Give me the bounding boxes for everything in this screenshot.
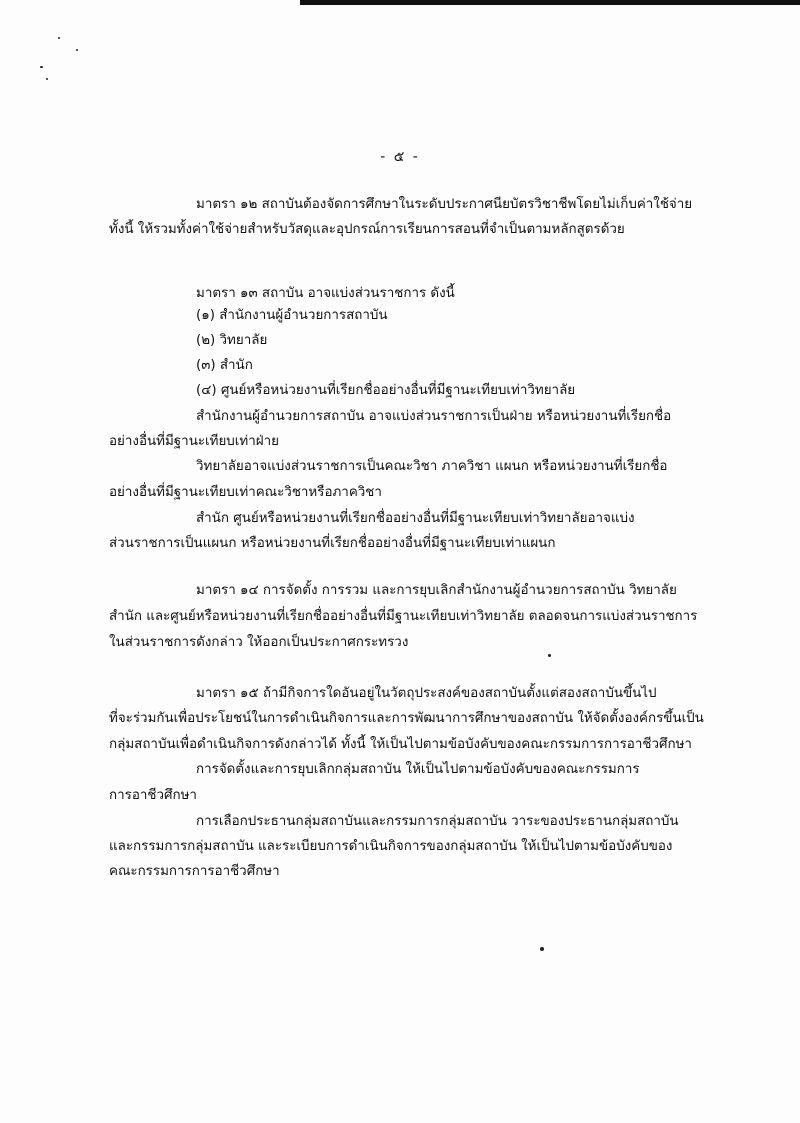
section-15-line-1: มาตรา ๑๕ ถ้ามีกิจการใดอันอยู่ในวัตถุประสงค์ของสถาบันตั้งแต่สองสถาบันขึ้นไป xyxy=(196,686,657,701)
top-border-rule xyxy=(300,0,800,5)
scan-speck xyxy=(40,66,43,68)
section-15-para-3-line-1: การเลือกประธานกลุ่มสถาบันและกรรมการกลุ่มสถาบัน วาระของประธานกลุ่มสถาบัน xyxy=(196,814,679,829)
section-15-line-2: ที่จะร่วมกันเพื่อประโยชน์ในการดำเนินกิจการและการพัฒนาการศึกษาของสถาบัน ให้จัดตั้งองค์กรขึ้นเป็น xyxy=(109,711,704,726)
section-15-para-2-line-2: การอาชีวศึกษา xyxy=(109,788,197,803)
section-15-line-3: กลุ่มสถาบันเพื่อดำเนินกิจการดังกล่าวได้ ทั้งนี้ ให้เป็นไปตามข้อบังคับของคณะกรรมการการอาชีวศึกษา xyxy=(109,737,692,752)
section-14-line-3: ในส่วนราชการดังกล่าว ให้ออกเป็นประกาศกระทรวง xyxy=(109,635,409,650)
section-13-item-1: (๑) สำนักงานผู้อำนวยการสถาบัน xyxy=(196,308,388,323)
scan-speck xyxy=(58,37,60,39)
section-13-para-3-line-1: สำนัก ศูนย์หรือหน่วยงานที่เรียกชื่ออย่างอื่นที่มีฐานะเทียบเท่าวิทยาลัยอาจแบ่ง xyxy=(196,511,635,526)
scan-speck xyxy=(46,78,48,80)
section-15-para-3-line-3: คณะกรรมการการอาชีวศึกษา xyxy=(109,864,280,879)
section-13-para-2-line-2: อย่างอื่นที่มีฐานะเทียบเท่าคณะวิชาหรือภาควิชา xyxy=(109,485,382,500)
section-13-para-2-line-1: วิทยาลัยอาจแบ่งส่วนราชการเป็นคณะวิชา ภาควิชา แผนก หรือหน่วยงานที่เรียกชื่อ xyxy=(196,459,668,474)
section-14-line-1: มาตรา ๑๔ การจัดตั้ง การรวม และการยุบเลิกสำนักงานผู้อำนวยการสถาบัน วิทยาลัย xyxy=(196,583,677,598)
scan-speck xyxy=(548,654,551,657)
section-15-para-2-line-1: การจัดตั้งและการยุบเลิกกลุ่มสถาบัน ให้เป็นไปตามข้อบังคับของคณะกรรมการ xyxy=(196,762,640,777)
scan-speck xyxy=(76,49,78,51)
section-13-item-3: (๓) สำนัก xyxy=(196,358,253,373)
page-number: - ๕ - xyxy=(380,149,420,165)
section-13-item-2: (๒) วิทยาลัย xyxy=(196,333,268,348)
section-14-line-2: สำนัก และศูนย์หรือหน่วยงานที่เรียกชื่ออย่างอื่นที่มีฐานะเทียบเท่าวิทยาลัย ตลอดจนการแบ่งส่วนราชการ xyxy=(109,609,698,624)
section-13-para-3-line-2: ส่วนราชการเป็นแผนก หรือหน่วยงานที่เรียกชื่ออย่างอื่นที่มีฐานะเทียบเท่าแผนก xyxy=(109,536,556,551)
scan-speck xyxy=(540,947,544,951)
section-15-para-3-line-2: และกรรมการกลุ่มสถาบัน และระเบียบการดำเนินกิจการของกลุ่มสถาบัน ให้เป็นไปตามข้อบังคับของ xyxy=(109,839,673,854)
section-12-line-1: มาตรา ๑๒ สถาบันต้องจัดการศึกษาในระดับประกาศนียบัตรวิชาชีพโดยไม่เก็บค่าใช้จ่าย xyxy=(196,197,693,212)
section-12-line-2: ทั้งนี้ ให้รวมทั้งค่าใช้จ่ายสำหรับวัสดุและอุปกรณ์การเรียนการสอนที่จำเป็นตามหลักสูตรด้วย xyxy=(109,222,625,237)
section-13-para-1-line-2: อย่างอื่นที่มีฐานะเทียบเท่าฝ่าย xyxy=(109,434,279,449)
section-13-item-4: (๔) ศูนย์หรือหน่วยงานที่เรียกชื่ออย่างอื่นที่มีฐานะเทียบเท่าวิทยาลัย xyxy=(196,383,576,398)
section-13-para-1-line-1: สำนักงานผู้อำนวยการสถาบัน อาจแบ่งส่วนราชการเป็นฝ่าย หรือหน่วยงานที่เรียกชื่อ xyxy=(196,409,672,424)
section-13-line-1: มาตรา ๑๓ สถาบัน อาจแบ่งส่วนราชการ ดังนี้ xyxy=(196,286,455,301)
